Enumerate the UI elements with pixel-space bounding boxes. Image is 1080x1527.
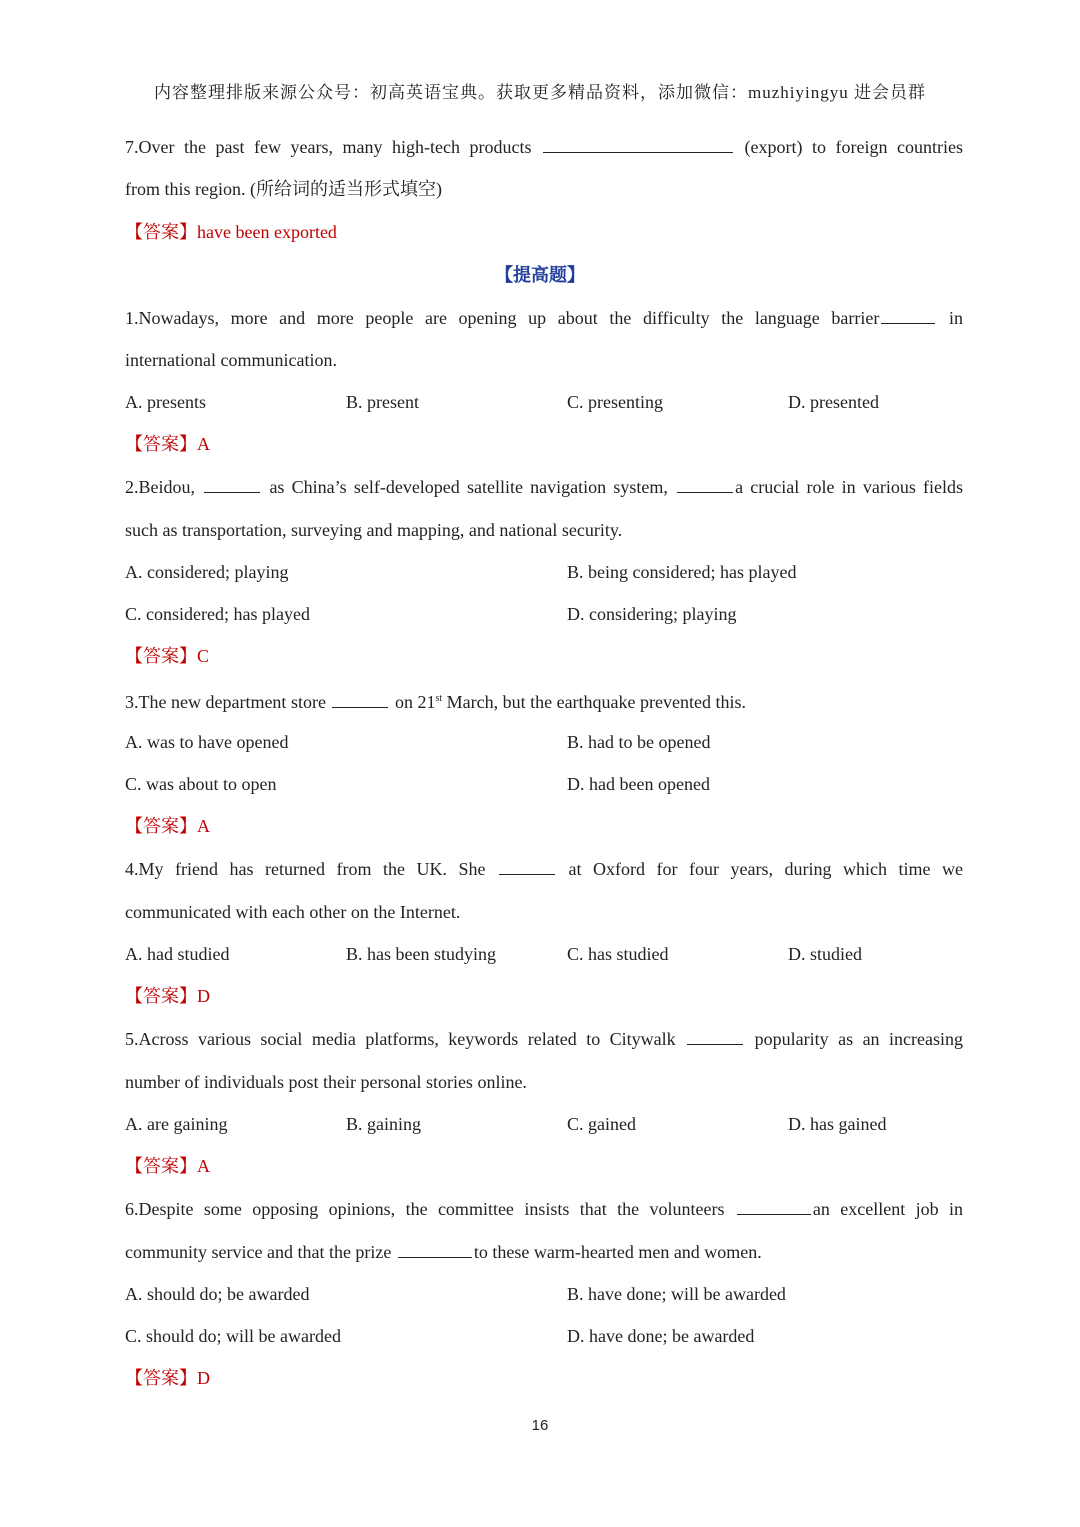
question-4-option-a: A. had studied	[125, 944, 230, 964]
question-4-line-1: 4.My friend has returned from the UK. She at Oxford for four years, during which time we	[125, 856, 963, 882]
question-6-option-d: D. have done; be awarded	[567, 1326, 755, 1346]
question-4-answer: 【答案】D	[125, 986, 210, 1006]
question-4-option-d: D. studied	[788, 944, 862, 964]
question-1-line-2: international communication.	[125, 350, 337, 370]
answer-blank	[881, 305, 935, 324]
page-header: 内容整理排版来源公众号：初高英语宝典。获取更多精品资料，添加微信：muzhiyingyu 进会员群	[154, 83, 926, 102]
question-2-option-d: D. considering; playing	[567, 604, 737, 624]
section-title: 【提高题】	[495, 265, 585, 285]
question-7-line-1: 7.Over the past few years, many high-tech products (export) to foreign countries	[125, 134, 963, 160]
question-3-option-d: D. had been opened	[567, 774, 710, 794]
question-3-option-b: B. had to be opened	[567, 732, 711, 752]
question-5-option-c: C. gained	[567, 1114, 636, 1134]
question-6-line-2: community service and that the prize to these warm-hearted men and women.	[125, 1239, 963, 1265]
question-2-line-1: 2.Beidou, as China’s self-developed satellite navigation system, a crucial role in various fields	[125, 474, 963, 500]
question-3-line-1: 3.The new department store on 21st March, but the earthquake prevented this.	[125, 686, 963, 715]
page-number: 16	[531, 1417, 549, 1434]
question-5-option-a: A. are gaining	[125, 1114, 228, 1134]
answer-blank	[737, 1196, 811, 1215]
answer-blank	[332, 689, 388, 708]
question-2-answer: 【答案】C	[125, 646, 210, 666]
answer-blank	[677, 474, 733, 493]
question-7-answer: 【答案】have been exported	[125, 222, 337, 242]
answer-blank	[543, 134, 733, 153]
question-2-line-2: such as transportation, surveying and mapping, and national security.	[125, 520, 623, 540]
question-1-option-d: D. presented	[788, 392, 879, 412]
question-5-option-b: B. gaining	[346, 1114, 421, 1134]
question-1-option-b: B. present	[346, 392, 419, 412]
question-5-line-2: number of individuals post their personal stories online.	[125, 1072, 527, 1092]
question-5-answer: 【答案】A	[125, 1156, 210, 1176]
question-3-option-a: A. was to have opened	[125, 732, 289, 752]
question-3-option-c: C. was about to open	[125, 774, 277, 794]
answer-blank	[398, 1239, 472, 1258]
question-6-option-b: B. have done; will be awarded	[567, 1284, 786, 1304]
answer-blank	[204, 474, 260, 493]
question-4-line-2: communicated with each other on the Internet.	[125, 902, 461, 922]
question-2-option-a: A. considered; playing	[125, 562, 289, 582]
question-5-option-d: D. has gained	[788, 1114, 887, 1134]
question-2-option-c: C. considered; has played	[125, 604, 310, 624]
answer-blank	[687, 1026, 743, 1045]
question-1-option-a: A. presents	[125, 392, 206, 412]
question-4-option-b: B. has been studying	[346, 944, 496, 964]
question-7-line-2: from this region. (所给词的适当形式填空)	[125, 179, 442, 199]
question-1-line-1: 1.Nowadays, more and more people are opening up about the difficulty the language barrier in	[125, 305, 963, 331]
question-6-line-1: 6.Despite some opposing opinions, the committee insists that the volunteers an excellent job in	[125, 1196, 963, 1222]
question-2-option-b: B. being considered; has played	[567, 562, 797, 582]
question-6-answer: 【答案】D	[125, 1368, 210, 1388]
question-6-option-c: C. should do; will be awarded	[125, 1326, 341, 1346]
question-1-option-c: C. presenting	[567, 392, 663, 412]
question-5-line-1: 5.Across various social media platforms, keywords related to Citywalk popularity as an increasing	[125, 1026, 963, 1052]
question-6-option-a: A. should do; be awarded	[125, 1284, 310, 1304]
question-4-option-c: C. has studied	[567, 944, 669, 964]
answer-blank	[499, 856, 555, 875]
question-1-answer: 【答案】A	[125, 434, 210, 454]
question-3-answer: 【答案】A	[125, 816, 210, 836]
